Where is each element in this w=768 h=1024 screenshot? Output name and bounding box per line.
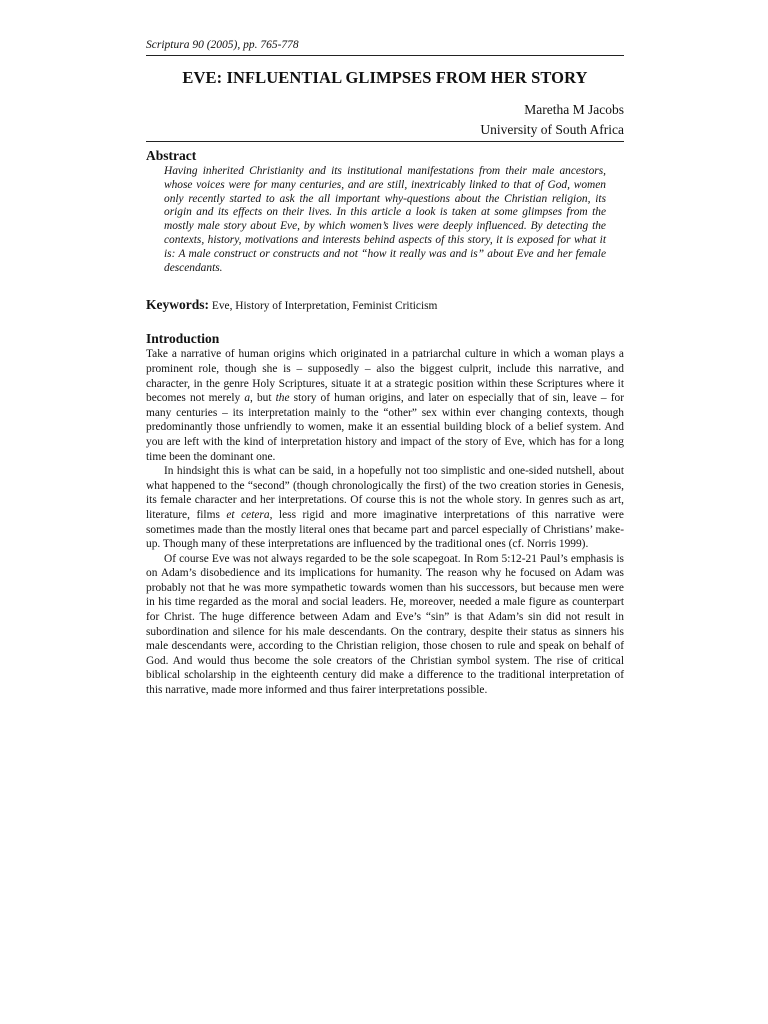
intro-paragraph-2: In hindsight this is what can be said, in a hopefully not too simplistic and one-sided nutshell, about what happened to the “second” (though chronologically the first) of the two creation stories in Genesis, its female character and her interpretations. Of course this is not the whole story. In genres such as art, literature, films et cetera, less rigid and more imaginative interpretations of this narrative were sometimes made than the mostly literal ones that became part and parcel especially of Christians’ make-up. Though many of these interpretations are influenced by the traditional ones (cf. Norris 1999). [146, 465, 624, 551]
keywords-text: Eve, History of Interpretation, Feminist Criticism [211, 300, 438, 313]
article-title: EVE: INFLUENTIAL GLIMPSES FROM HER STORY [182, 68, 588, 87]
abstract-heading: Abstract [146, 148, 197, 163]
author-affiliation: University of South Africa [146, 120, 624, 142]
abstract-text: Having inherited Christianity and its institutional manifestations from their male ancestors, whose voices were for many centuries, and are still, inextricably linked to that of God, women only recently started to ask the all important why-questions about the Christian religion, its origin and its effects on their lives. In this article a look is taken at some glimpses from the mostly male story about Eve, by which women’s lives were deeply influenced. By detecting the contexts, history, motivations and interests behind aspects of this story, it is exposed for what it is: A male construct or constructs and not “how it really was and is” about Eve and her female descendants. [164, 165, 606, 274]
keywords-line [146, 297, 624, 313]
introduction-heading: Introduction [146, 331, 220, 347]
author-name: Maretha M Jacobs [524, 102, 624, 117]
keywords-label: Keywords: [146, 297, 209, 313]
intro-paragraph-1: Take a narrative of human origins which originated in a patriarchal culture in which a woman plays a prominent role, though she is – supposedly – also the biggest culprit, include this narrative, and character, in the genre Holy Scriptures, situate it at a strategic position within these Scriptures where it becomes not merely a, but the story of human origins, and later on especially that of sin, leave – for many centuries – its interpretation mainly to the “other” sex within ever changing contexts, though predominantly those unfriendly to women, make it an essential building block of a belief system. And you are left with the kind of interpretation history and impact of the story of Eve, which has for a long time been the dominant one. [146, 348, 625, 463]
journal-page [146, 38, 624, 698]
running-head: Scriptura 90 (2005), pp. 765-778 [146, 38, 624, 56]
author-block [146, 100, 624, 142]
intro-paragraph-3: Of course Eve was not always regarded to be the sole scapegoat. In Rom 5:12-21 Paul’s emphasis is on Adam’s disobedience and its implications for humanity. The reason why he focused on Adam was probably not that he was more sympathetic towards women than his successors, but because men were in his time regarded as the moral and social leaders. He, moreover, needed a male figure as counterpart for Christ. The huge difference between Adam and Eve’s “sin” is that Adam’s sin did not result in subordination and silence for his male descendants. On the contrary, despite their status as sinners his male descendants were, according to the Christian religion, those chosen to rule and speak on behalf of God. And would thus become the sole creators of the Christian symbol system. The rise of critical biblical scholarship in the eighteenth century did make a difference to the traditional interpretation of this narrative, made more informed and thus fairer interpretations possible. [146, 552, 624, 697]
